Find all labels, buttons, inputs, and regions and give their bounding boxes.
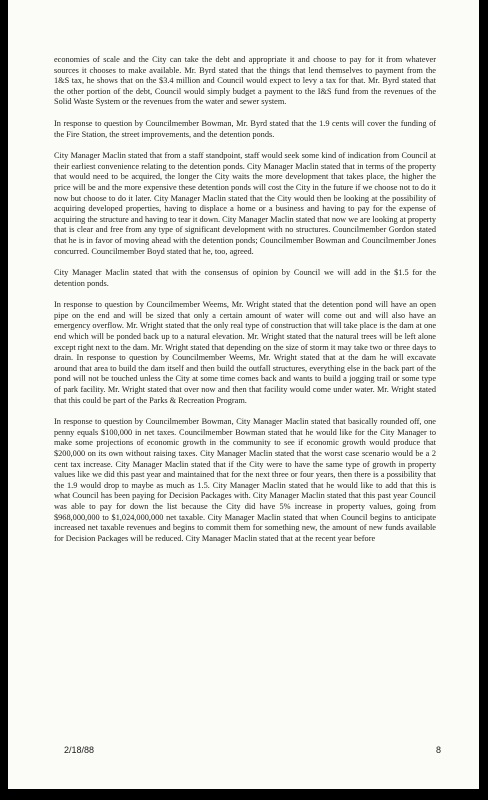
page-number: 8 <box>436 745 442 755</box>
paragraph-3: City Manager Maclin stated that from a staff standpoint, staff would seek some kind of indication from Council at their earliest convenience relating to the detention ponds. City Manager Maclin stated that in terms of the property that would need to be acquired, the longer the City waits the more development that takes place, the higher the price will be and the more expensive these detention ponds will cost the City in the future if we choose not to do it now but choose to do it later. City Manager Maclin stated that the City would then be looking at the possibility of acquiring developed properties, having to displace a home or a business and having to pay for the expense of acquiring the structure and having to tear it down. City Manager Maclin stated that now we are looking at property that is clear and free from any type of significant development with no structures. Councilmember Gordon stated that he is in favor of moving ahead with the detention ponds; Councilmember Bowman and Councilmember Jones concurred. Councilmember Boyd stated that he, too, agreed. <box>54 151 436 256</box>
paragraph-5: In response to question by Councilmember Weems, Mr. Wright stated that the detention pond will have an open pipe on the end and will be sized that only a certain amount of water will come out and will also have an emergency overflow. Mr. Wright stated that the only real type of construction that will take place is the dam at one end which will be ponded back up to a natural elevation. Mr. Wright stated that the natural trees will be left alone except right next to the dam. Mr. Wright stated that depending on the size of storm it may take two or three days to drain. In response to question by Councilmember Weems, Mr. Wright stated that at the dam he will excavate around that area to build the dam itself and then build the outfall structures, everything else in the back part of the pond will not be touched unless the City at some time comes back and wants to build a jogging trail or some type of park facility. Mr. Wright stated that over now and then that facility would come under water. Mr. Wright stated that this could be part of the Parks & Recreation Program. <box>54 300 436 405</box>
paragraph-6: In response to question by Councilmember Bowman, City Manager Maclin stated that basically rounded off, one penny equals $100,000 in net taxes. Councilmember Bowman stated that he would like for the City Manager to make some projections of economic growth in the community to see if economic growth would produce that $200,000 on its own without raising taxes. City Manager Maclin stated that the worst case scenario would be a 2 cent tax increase. City Manager Maclin stated that if the City were to have the same type of growth in property values like we did this past year and maintained that for the next three or four years, then there is a possibility that the 1.9 would drop to maybe as much as 1.5. City Manager Maclin stated that he would like to add that this is what Council has been paying for Decision Packages with. City Manager Maclin stated that this past year Council was able to pay for down the list because the City did have 5% increase in property values, going from $968,000,000 to $1,024,000,000 net taxable. City Manager Maclin stated that when Council begins to anticipate increased net taxable revenues and begins to commit them for something new, the amount of new funds available for Decision Packages will be reduced. City Manager Maclin stated that at the recent year before <box>54 417 436 543</box>
footer-date: 2/18/88 <box>64 745 95 755</box>
paragraph-1: economies of scale and the City can take the debt and appropriate it and choose to pay for it from whatever sources it chooses to make available. Mr. Byrd stated that the things that lend themselves to payment from the 1&S tax, he shows that on the $3.4 million and Council would expect to levy a tax for that. Mr. Byrd stated that the other portion of the debt, Council would simply budget a payment to the I&S fund from the revenues of the Solid Waste System or the revenues from the water and sewer system. <box>54 55 436 107</box>
document-body <box>54 55 436 555</box>
paragraph-2: In response to question by Councilmember Bowman, Mr. Byrd stated that the 1.9 cents will cover the funding of the Fire Station, the street improvements, and the detention ponds. <box>54 118 436 139</box>
document-page <box>8 0 479 789</box>
paragraph-4: City Manager Maclin stated that with the consensus of opinion by Council we will add in the $1.5 for the detention ponds. <box>54 268 436 288</box>
